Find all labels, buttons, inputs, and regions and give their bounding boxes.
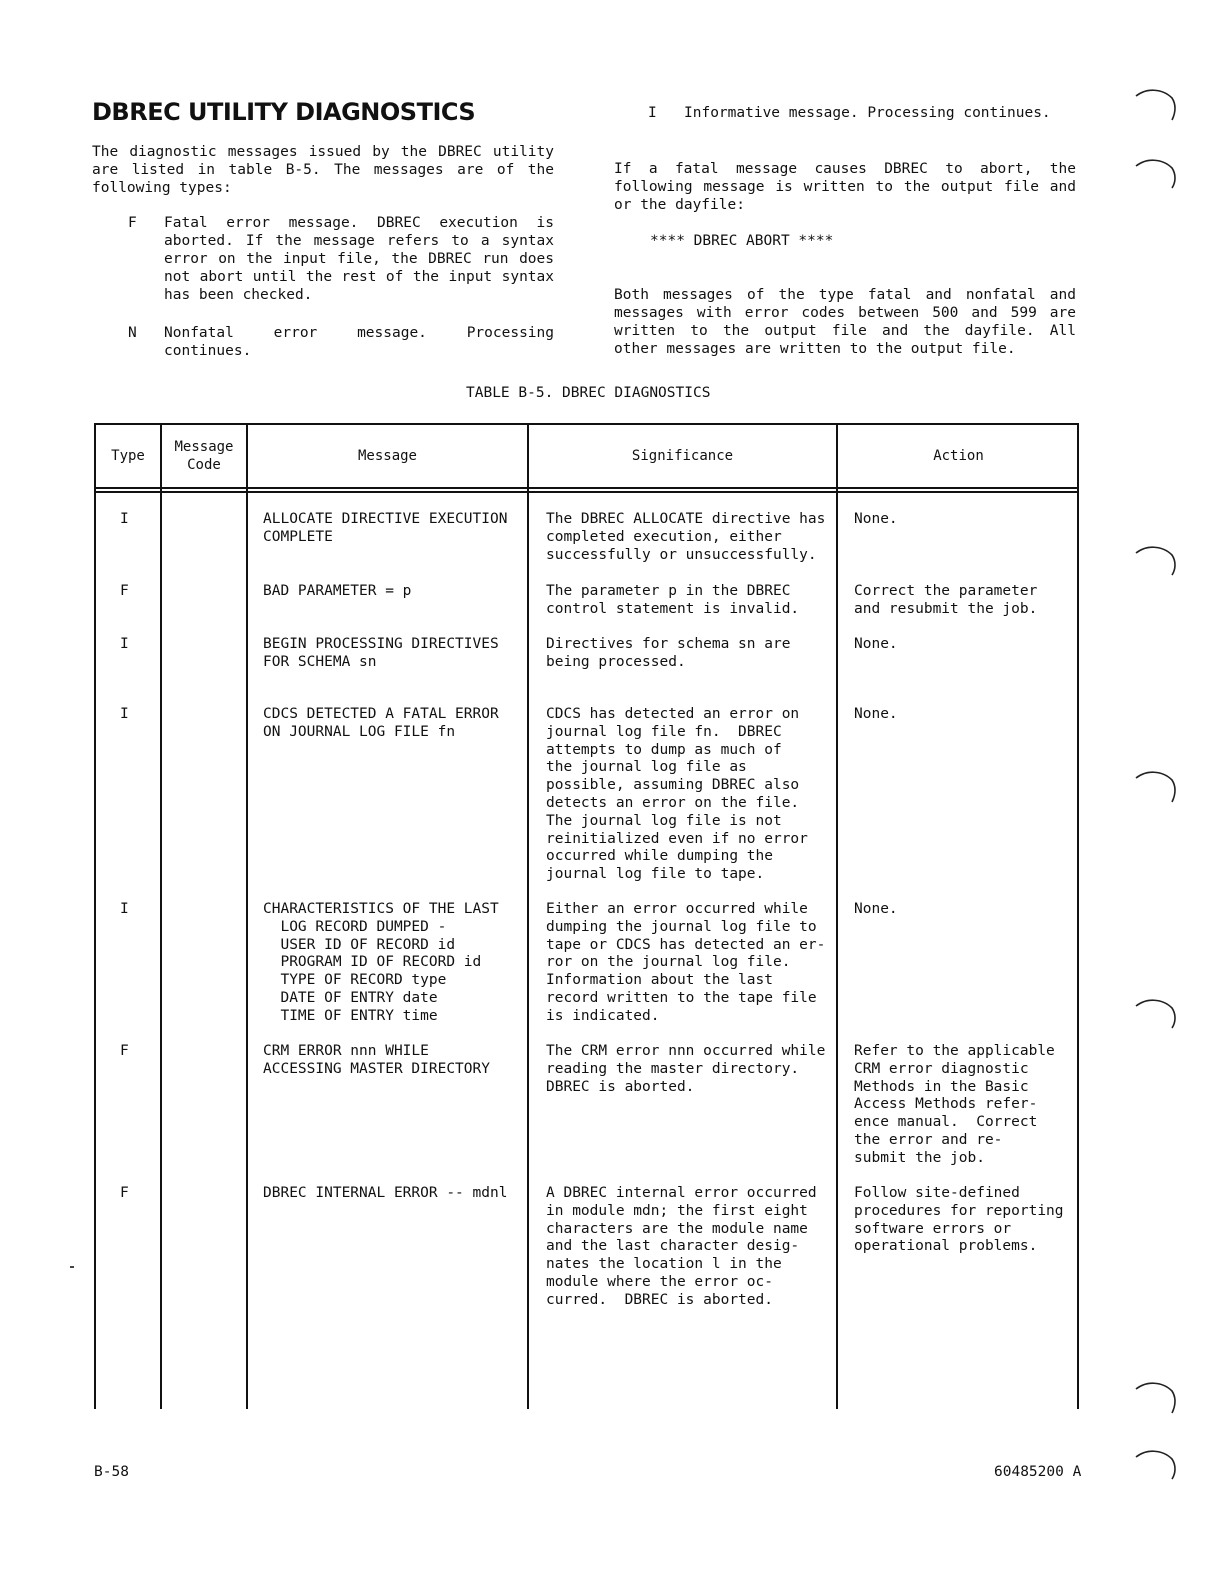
row-type: F [120, 1185, 129, 1201]
row-message: BEGIN PROCESSING DIRECTIVES FOR SCHEMA sn [263, 636, 499, 670]
row-action: Follow site-defined procedures for reporting software errors or operational problems. [854, 1185, 1064, 1255]
message-type-item [92, 214, 554, 304]
row-significance: Either an error occurred while dumping the journal log file to tape or CDCS has detected an er- ror on the journal log file. Information about the last record written to the tape file is indicated. [546, 901, 826, 1024]
binder-hole-mark-icon [1132, 996, 1180, 1032]
row-type: I [120, 636, 129, 652]
header-significance: Significance [631, 448, 734, 464]
document-number: 60485200 A [994, 1464, 1082, 1480]
row-significance: The parameter p in the DBREC control statement is invalid. [546, 583, 800, 617]
row-type: I [120, 511, 129, 527]
header-message: Message [357, 448, 417, 464]
message-type-item [92, 324, 554, 360]
page-number: B-58 [94, 1464, 129, 1480]
binder-hole-mark-icon [1132, 1447, 1180, 1483]
row-type: F [120, 583, 129, 599]
both-messages-paragraph: Both messages of the type fatal and nonfatal and messages with error codes between 500 and 599 are written to the output file and the dayfile. All other messages are written to the output file. [614, 287, 1076, 357]
row-action: None. [854, 511, 898, 527]
binder-hole-mark-icon [1132, 88, 1180, 124]
abort-message: **** DBREC ABORT **** [650, 233, 834, 249]
message-type-code: I [648, 105, 657, 121]
row-significance: The DBREC ALLOCATE directive has completed execution, either successfully or unsuccessfully. [546, 511, 826, 563]
diagnostics-table [94, 423, 1079, 1409]
column-divider [160, 425, 162, 1409]
binder-hole-mark-icon [1132, 156, 1180, 192]
column-divider [246, 425, 248, 1409]
message-type-description: Fatal error message. DBREC execution is aborted. If the message refers to a syntax error on the input file, the DBREC run does not abort until the rest of the input syntax has been checked. [164, 215, 554, 303]
row-type: I [120, 901, 129, 917]
row-action: Correct the parameter and resubmit the job. [854, 583, 1038, 617]
row-type: F [120, 1043, 129, 1059]
row-message: CHARACTERISTICS OF THE LAST LOG RECORD DUMPED - USER ID OF RECORD id PROGRAM ID OF RECORD id TYPE OF RECORD type DATE OF ENTRY date TIME OF ENTRY time [263, 901, 499, 1024]
message-type-code: N [128, 325, 137, 341]
header-action: Action [933, 448, 984, 464]
binder-hole-mark-icon [1132, 1381, 1180, 1417]
intro-paragraph: The diagnostic messages issued by the DBREC utility are listed in table B-5. The messages are of the following types: [92, 144, 554, 196]
row-significance: The CRM error nnn occurred while reading the master directory. DBREC is aborted. [546, 1043, 826, 1095]
message-type-item [648, 104, 1051, 122]
row-type: I [120, 706, 129, 722]
header-divider [96, 487, 1077, 489]
header-message-code: Message Code [174, 439, 234, 473]
header-type: Type [111, 448, 145, 464]
row-message: CDCS DETECTED A FATAL ERROR ON JOURNAL LOG FILE fn [263, 706, 499, 740]
row-message: ALLOCATE DIRECTIVE EXECUTION COMPLETE [263, 511, 508, 545]
row-significance: Directives for schema sn are being processed. [546, 636, 791, 670]
message-type-code: F [128, 215, 137, 231]
header-divider [96, 491, 1077, 493]
page-title: DBREC UTILITY DIAGNOSTICS [92, 98, 476, 126]
row-action: None. [854, 901, 898, 917]
binder-hole-mark-icon [1132, 543, 1180, 579]
message-type-description: Informative message. Processing continues. [684, 105, 1051, 121]
message-type-list [92, 214, 554, 380]
row-significance: CDCS has detected an error on journal log file fn. DBREC attempts to dump as much of the journal log file as possible, assuming DBREC also detects an error on the file. The journal log file is not reinitialized even if no error occurred while dumping the journal log file to tape. [546, 706, 808, 883]
scan-speck [70, 1266, 74, 1268]
table-title: TABLE B-5. DBREC DIAGNOSTICS [466, 385, 711, 401]
row-message: CRM ERROR nnn WHILE ACCESSING MASTER DIRECTORY [263, 1043, 490, 1077]
row-action: Refer to the applicable CRM error diagnostic Methods in the Basic Access Methods refer- ence manual. Correct the error and re- submit the job. [854, 1043, 1055, 1166]
row-message: DBREC INTERNAL ERROR -- mdnl [263, 1185, 508, 1201]
message-type-description: Nonfatal error message. Processing continues. [164, 325, 554, 359]
abort-paragraph: If a fatal message causes DBREC to abort, the following message is written to the output file and or the dayfile: [614, 161, 1076, 213]
binder-hole-mark-icon [1132, 770, 1180, 806]
row-significance: A DBREC internal error occurred in module mdn; the first eight characters are the module name and the last character desig- nates the location l in the module where the error oc- curred. DBREC is aborted. [546, 1185, 817, 1308]
row-action: None. [854, 636, 898, 652]
row-action: None. [854, 706, 898, 722]
row-message: BAD PARAMETER = p [263, 583, 412, 599]
